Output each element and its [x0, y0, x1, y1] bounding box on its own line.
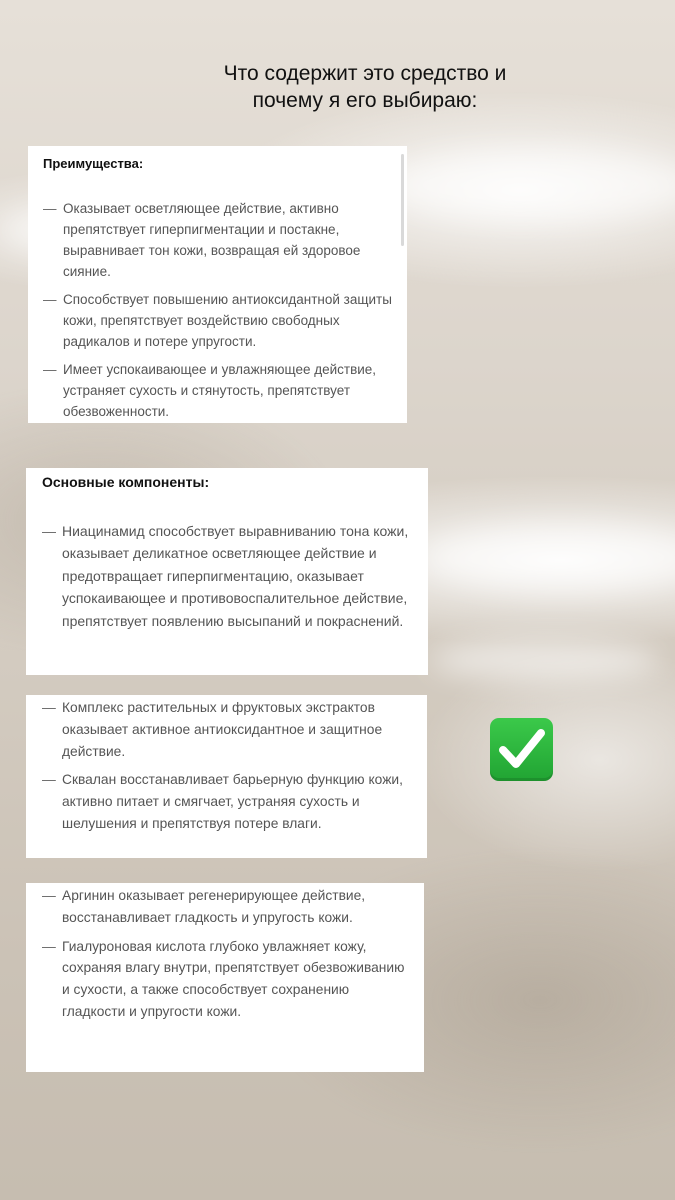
component-text: Аргинин оказывает регенерирующее действие, восстанавливает гладкость и упругость кожи.: [62, 888, 366, 925]
dash-bullet: —: [42, 772, 56, 788]
cream-highlight: [380, 150, 675, 220]
list-item: [43, 359, 393, 422]
component-text: Комплекс растительных и фруктовых экстрактов оказывает активное антиоксидантное и защитное действие.: [62, 700, 383, 759]
list-item: [42, 697, 415, 762]
list-item: [42, 520, 418, 633]
page-title: Что содержит это средство и почему я его выбираю:: [223, 62, 507, 112]
components-heading: Основные компоненты:: [42, 474, 210, 490]
dash-bullet: —: [43, 292, 57, 307]
dash-bullet: —: [43, 362, 57, 377]
component-text: Ниацинамид способствует выравниванию тона кожи, оказывает деликатное осветляющее действие и предотвращает гиперпигментацию, оказывает успокаивающее и противовоспалительное действие, препятствует появлению высыпаний и покраснений.: [62, 522, 409, 629]
dash-bullet: —: [42, 700, 56, 715]
components-card: [26, 468, 428, 675]
component-text: Сквалан восстанавливает барьерную функцию кожи, активно питает и смягчает, устраняя сухость и шелушения и препятствуя потере влаги.: [62, 772, 403, 831]
benefit-text: Имеет успокаивающее и увлажняющее действие, устраняет сухость и стянутость, препятствует обезвоженности.: [63, 362, 377, 419]
cream-highlight: [420, 525, 675, 590]
components-card-3: [26, 883, 424, 1072]
scrollbar: [401, 154, 404, 246]
check-mark-button-icon: [490, 718, 553, 781]
dash-bullet: —: [43, 201, 57, 216]
benefit-text: Способствует повышению антиоксидантной защиты кожи, препятствует воздействию свободных радикалов и потере упругости.: [63, 292, 392, 349]
cream-highlight: [430, 640, 660, 680]
benefits-card: [28, 146, 407, 423]
list-item: [42, 769, 415, 834]
dash-bullet: —: [42, 888, 56, 903]
benefits-heading: Преимущества:: [43, 156, 144, 171]
list-item: [42, 885, 414, 929]
list-item: [42, 936, 414, 1023]
dash-bullet: —: [42, 522, 56, 539]
dash-bullet: —: [42, 938, 56, 954]
component-text: Гиалуроновая кислота глубоко увлажняет кожу, сохраняя влагу внутри, препятствует обезвоживанию и сухости, а также способствует сохранению гладкости и упругости кожи.: [62, 938, 405, 1019]
list-item: [43, 198, 393, 282]
benefit-text: Оказывает осветляющее действие, активно препятствует гиперпигментации и постакне, выравнивает тон кожи, возвращая ей здоровое сияние.: [63, 201, 361, 279]
components-card-2: [26, 695, 427, 858]
list-item: [43, 289, 393, 352]
